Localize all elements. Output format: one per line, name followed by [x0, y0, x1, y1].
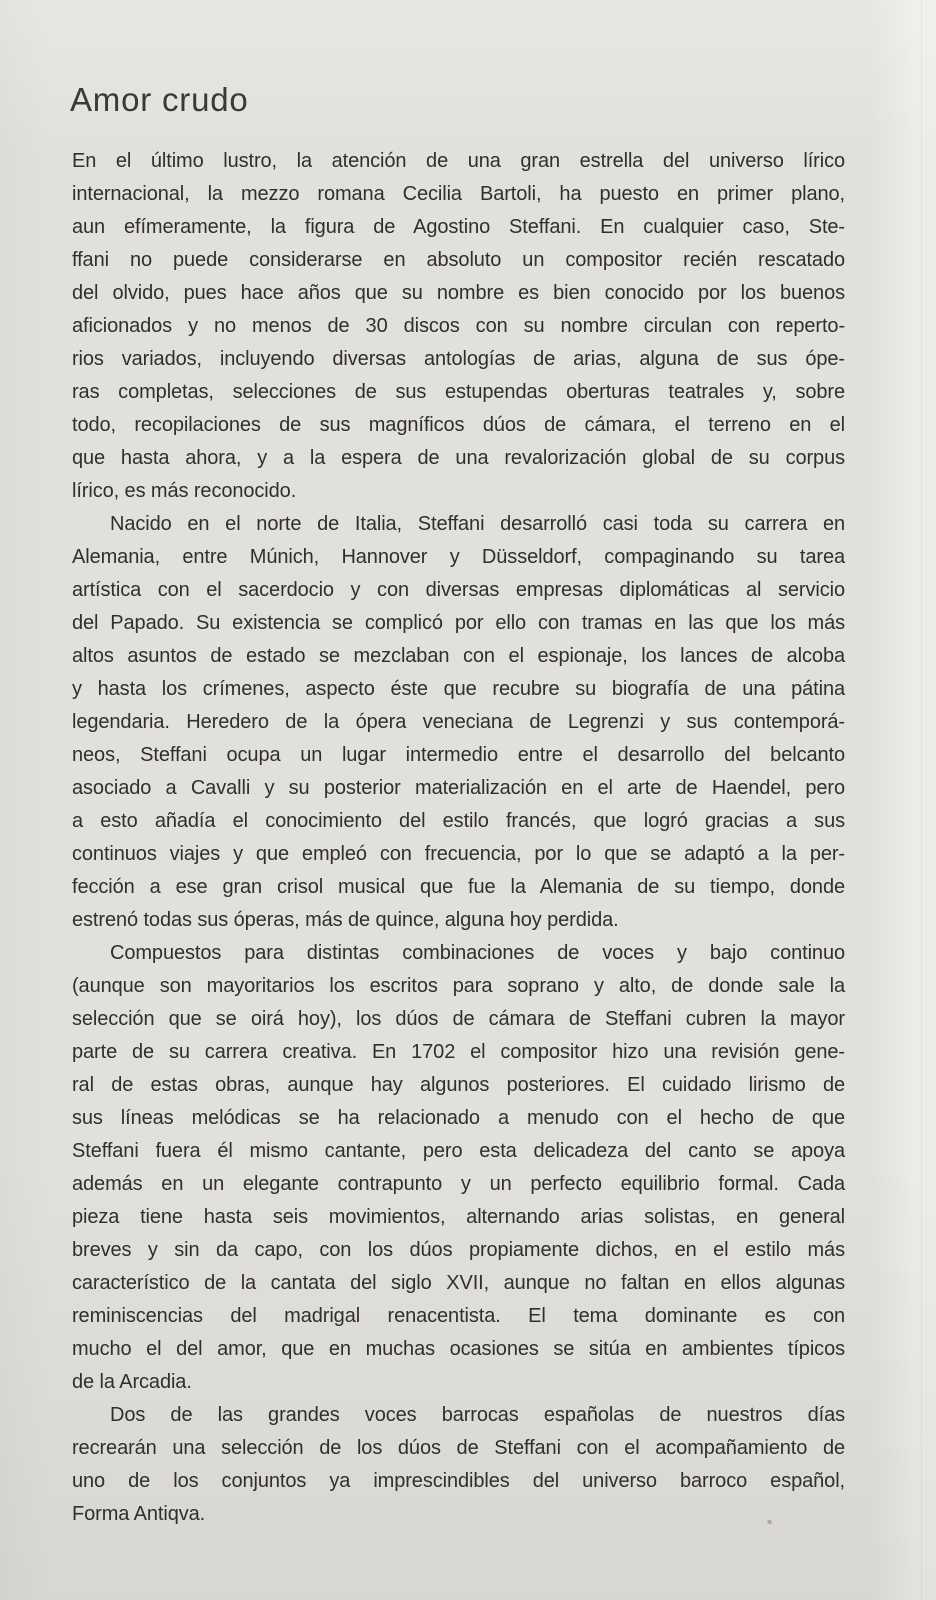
- text-line-p2-7: legendaria. Heredero de la ópera veneciana de Legrenzi y sus contemporá-: [72, 711, 845, 733]
- text-line-p4-2: recrearán una selección de los dúos de Steffani con el acompañamiento de: [72, 1437, 845, 1459]
- text-line-p1-2: internacional, la mezzo romana Cecilia Bartoli, ha puesto en primer plano,: [72, 183, 845, 205]
- text-line-p2-9: asociado a Cavalli y su posterior materialización en el arte de Haendel, pero: [72, 777, 845, 799]
- text-line-p1-4: ffani no puede considerarse en absoluto un compositor recién rescatado: [72, 249, 845, 271]
- text-line-p2-11: continuos viajes y que empleó con frecuencia, por lo que se adaptó a la per-: [72, 843, 845, 865]
- text-line-p1-9: todo, recopilaciones de sus magníficos dúos de cámara, el terreno en el: [72, 414, 845, 436]
- article-body: [72, 145, 845, 1531]
- text-line-p2-2: Alemania, entre Múnich, Hannover y Düsseldorf, compaginando su tarea: [72, 546, 845, 568]
- text-line-p2-1: Nacido en el norte de Italia, Steffani desarrolló casi toda su carrera en: [110, 513, 845, 535]
- text-line-p3-5: ral de estas obras, aunque hay algunos posteriores. El cuidado lirismo de: [72, 1074, 845, 1096]
- text-line-p2-4: del Papado. Su existencia se complicó por ello con tramas en las que los más: [72, 612, 845, 634]
- text-line-p2-6: y hasta los crímenes, aspecto éste que recubre su biografía de una pátina: [72, 678, 845, 700]
- page-title: Amor crudo: [70, 81, 249, 118]
- text-line-p1-1: En el último lustro, la atención de una gran estrella del universo lírico: [72, 150, 845, 172]
- text-line-p2-10: a esto añadía el conocimiento del estilo francés, que logró gracias a sus: [72, 810, 845, 832]
- text-line-p1-6: aficionados y no menos de 30 discos con su nombre circulan con reperto-: [72, 315, 845, 337]
- text-line-p1-7: rios variados, incluyendo diversas antologías de arias, alguna de sus ópe-: [72, 348, 845, 370]
- text-line-p3-6: sus líneas melódicas se ha relacionado a menudo con el hecho de que: [72, 1107, 845, 1129]
- text-line-p1-10: que hasta ahora, y a la espera de una revalorización global de su corpus: [72, 447, 845, 469]
- text-line-p3-8: además en un elegante contrapunto y un perfecto equilibrio formal. Cada: [72, 1173, 845, 1195]
- text-line-p2-13: estrenó todas sus óperas, más de quince, alguna hoy perdida.: [72, 909, 619, 931]
- text-line-p2-5: altos asuntos de estado se mezclaban con el espionaje, los lances de alcoba: [72, 645, 845, 667]
- text-line-p1-5: del olvido, pues hace años que su nombre es bien conocido por los buenos: [72, 282, 845, 304]
- text-line-p4-4: Forma Antiqva.: [72, 1503, 206, 1525]
- text-line-p1-8: ras completas, selecciones de sus estupendas oberturas teatrales y, sobre: [72, 381, 845, 403]
- text-line-p3-3: selección que se oirá hoy), los dúos de cámara de Steffani cubren la mayor: [72, 1008, 845, 1030]
- text-line-p3-7: Steffani fuera él mismo cantante, pero esta delicadeza del canto se apoya: [72, 1140, 845, 1162]
- text-line-p4-3: uno de los conjuntos ya imprescindibles del universo barroco español,: [72, 1470, 845, 1492]
- text-line-p2-3: artística con el sacerdocio y con diversas empresas diplomáticas al servicio: [72, 579, 845, 601]
- text-line-p3-9: pieza tiene hasta seis movimientos, alternando arias solistas, en general: [72, 1206, 845, 1228]
- text-line-p2-8: neos, Steffani ocupa un lugar intermedio entre el desarrollo del belcanto: [72, 744, 845, 766]
- text-line-p3-12: reminiscencias del madrigal renacentista. El tema dominante es con: [72, 1305, 845, 1327]
- text-line-p3-14: de la Arcadia.: [72, 1371, 192, 1393]
- text-line-p3-1: Compuestos para distintas combinaciones de voces y bajo continuo: [110, 942, 845, 964]
- text-line-p3-4: parte de su carrera creativa. En 1702 el compositor hizo una revisión gene-: [72, 1041, 845, 1063]
- text-line-p1-11: lírico, es más reconocido.: [72, 480, 297, 502]
- text-line-p2-12: fección a ese gran crisol musical que fue la Alemania de su tiempo, donde: [72, 876, 845, 898]
- text-line-p3-13: mucho el del amor, que en muchas ocasiones se sitúa en ambientes típicos: [72, 1338, 845, 1360]
- text-line-p3-10: breves y sin da capo, con los dúos propiamente dichos, en el estilo más: [72, 1239, 845, 1261]
- text-line-p1-3: aun efímeramente, la figura de Agostino Steffani. En cualquier caso, Ste-: [72, 216, 845, 238]
- text-line-p3-2: (aunque son mayoritarios los escritos para soprano y alto, de donde sale la: [72, 975, 845, 997]
- text-line-p4-1: Dos de las grandes voces barrocas españolas de nuestros días: [110, 1404, 845, 1426]
- text-line-p3-11: característico de la cantata del siglo XVII, aunque no faltan en ellos algunas: [72, 1272, 845, 1294]
